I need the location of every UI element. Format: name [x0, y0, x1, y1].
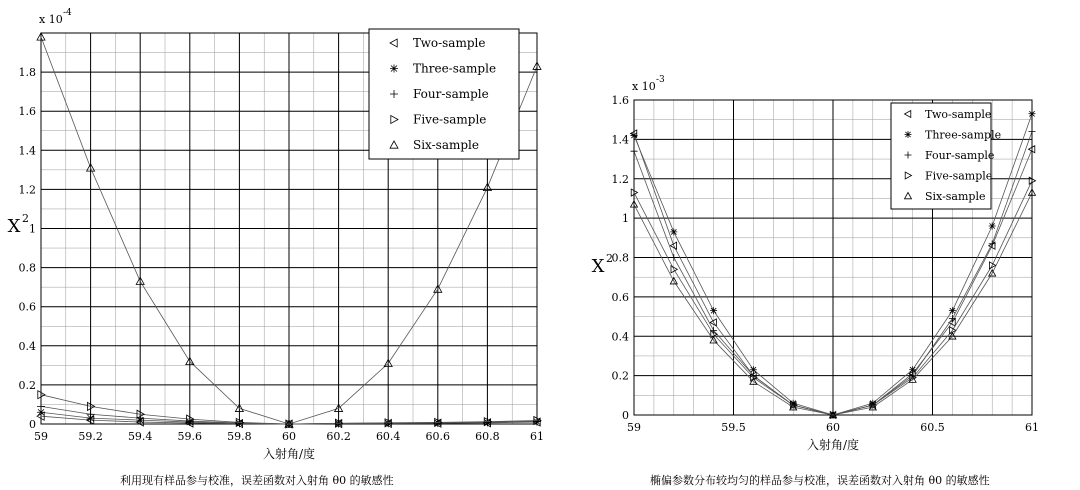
y-axis-label: X	[7, 216, 21, 237]
y-tick-label: 0.4	[18, 339, 36, 353]
data-point-four-sample	[670, 254, 677, 261]
y-tick-label: 0.4	[611, 330, 629, 344]
legend-marker-three-sample	[905, 131, 912, 138]
y-scale-exponent: -3	[656, 75, 665, 85]
y-tick-label: 1	[622, 212, 629, 226]
y-axis-label-superscript: 2	[606, 252, 613, 265]
y-tick-label: 1.8	[18, 66, 36, 80]
x-tick-label: 59	[627, 421, 641, 434]
x-tick-label: 60.4	[375, 430, 401, 443]
x-tick-label: 59.6	[177, 430, 203, 443]
x-axis-label: 入射角/度	[262, 447, 316, 461]
y-tick-label: 1.2	[18, 183, 36, 197]
y-tick-label: 1.6	[611, 94, 629, 107]
data-point-three-sample	[631, 132, 638, 139]
data-point-three-sample	[710, 307, 717, 314]
legend-label: Four-sample	[925, 149, 995, 162]
y-scale-exponent: -4	[63, 8, 72, 18]
y-tick-label: 0.2	[611, 369, 629, 383]
y-axis-label: X	[591, 256, 605, 277]
legend-label: Six-sample	[413, 138, 479, 152]
x-tick-label: 60.8	[475, 430, 500, 443]
x-axis-label: 入射角/度	[806, 438, 860, 452]
y-tick-label: 1.6	[18, 105, 36, 119]
y-tick-label: 0	[622, 409, 629, 422]
legend-label: Three-sample	[413, 61, 497, 76]
y-tick-label: 1	[29, 222, 36, 236]
y-tick-label: 0.2	[18, 378, 36, 392]
x-tick-label: 59.5	[721, 421, 746, 434]
data-point-three-sample	[670, 228, 677, 235]
x-tick-label: 59.8	[227, 430, 252, 443]
legend-label: Four-sample	[413, 87, 489, 101]
y-scale-factor: x 10	[632, 80, 656, 93]
data-point-four-sample	[1029, 128, 1036, 135]
x-tick-label: 61	[530, 430, 544, 443]
legend-label: Five-sample	[413, 112, 487, 127]
x-tick-label: 61	[1025, 421, 1039, 434]
legend-label: Three-sample	[925, 128, 1002, 142]
y-axis-label-superscript: 2	[22, 212, 29, 225]
x-tick-label: 60.5	[920, 421, 945, 434]
x-tick-label: 59.2	[78, 430, 103, 443]
y-tick-label: 1.4	[18, 144, 36, 158]
chart-right	[592, 75, 1039, 452]
y-scale-factor: x 10	[39, 13, 63, 26]
y-tick-label: 0.6	[611, 290, 629, 304]
data-point-four-sample	[631, 148, 638, 155]
legend-label: Six-sample	[925, 190, 986, 203]
x-tick-label: 60.2	[326, 430, 351, 443]
x-tick-label: 60	[282, 430, 296, 443]
caption-right: 椭偏参数分布较均匀的样品参与校准，误差函数对入射角 θ0 的敏感性	[650, 474, 990, 487]
data-point-three-sample	[989, 223, 996, 230]
y-tick-label: 0.8	[18, 261, 36, 275]
x-tick-label: 59	[34, 430, 48, 443]
legend-label: Five-sample	[925, 169, 993, 183]
x-tick-label: 59.4	[127, 430, 153, 443]
y-tick-label: 0	[29, 418, 36, 431]
x-tick-label: 60	[826, 421, 840, 434]
caption-left: 利用现有样品参与校准，误差函数对入射角 θ0 的敏感性	[120, 474, 394, 487]
y-tick-label: 1.4	[611, 133, 629, 147]
y-tick-label: 0.8	[611, 251, 629, 265]
x-tick-label: 60.6	[425, 430, 451, 443]
y-tick-label: 1.2	[611, 172, 629, 186]
chart-left	[8, 8, 544, 461]
legend-label: Two-sample	[413, 36, 486, 50]
legend-marker-three-sample	[390, 65, 398, 73]
legend-label: Two-sample	[925, 108, 992, 121]
y-tick-label: 0.6	[18, 300, 36, 314]
data-point-three-sample	[1029, 110, 1036, 117]
